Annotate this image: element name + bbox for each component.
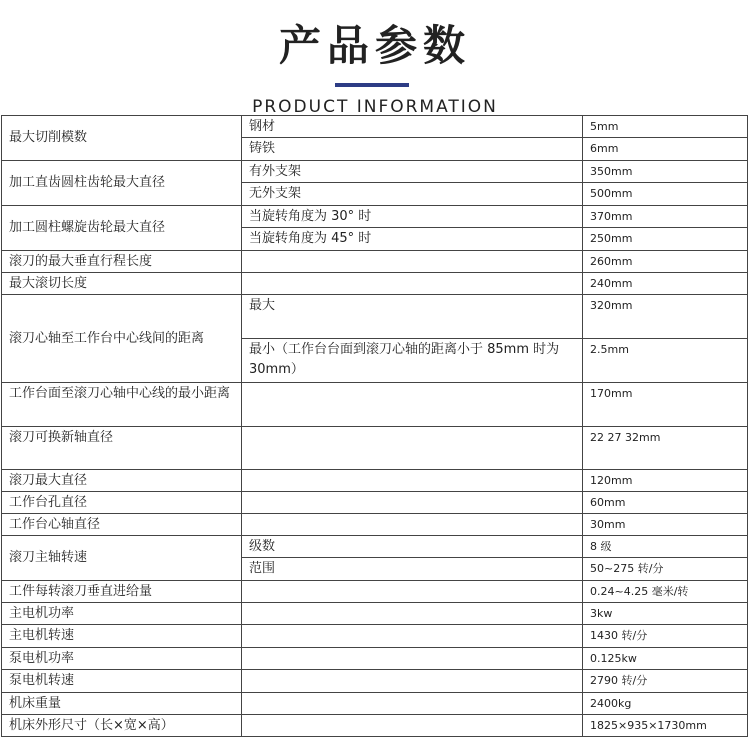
- value-cell: 260mm: [583, 251, 748, 273]
- value-cell: 22 27 32mm: [583, 427, 748, 470]
- condition-cell: [242, 492, 583, 514]
- spec-table: [1, 115, 748, 737]
- table-row: [2, 693, 748, 715]
- condition-cell: [242, 581, 583, 603]
- table-row: [2, 273, 748, 295]
- value-cell: 320mm: [583, 295, 748, 339]
- param-cell: 主电机转速: [2, 625, 242, 648]
- value-cell: 1430 转/分: [583, 625, 748, 648]
- value-cell: 0.24~4.25 毫米/转: [583, 581, 748, 603]
- table-row: [2, 295, 748, 339]
- condition-cell: [242, 670, 583, 693]
- value-cell: 2790 转/分: [583, 670, 748, 693]
- param-cell: 最大滚切长度: [2, 273, 242, 295]
- table-row: [2, 161, 748, 183]
- param-cell: 滚刀心轴至工作台中心线间的距离: [2, 295, 242, 383]
- param-cell: 最大切削模数: [2, 116, 242, 161]
- table-row: [2, 536, 748, 558]
- value-cell: 250mm: [583, 228, 748, 251]
- param-cell: 机床外形尺寸（长×宽×高）: [2, 715, 242, 737]
- condition-cell: [242, 383, 583, 427]
- condition-cell: 当旋转角度为 30° 时: [242, 206, 583, 228]
- param-cell: 滚刀可换新轴直径: [2, 427, 242, 470]
- param-cell: 泵电机转速: [2, 670, 242, 693]
- param-cell: 加工圆柱螺旋齿轮最大直径: [2, 206, 242, 251]
- table-row: [2, 251, 748, 273]
- condition-cell: 级数: [242, 536, 583, 558]
- table-row: [2, 603, 748, 625]
- param-cell: 滚刀主轴转速: [2, 536, 242, 581]
- value-cell: 8 级: [583, 536, 748, 558]
- value-cell: 3kw: [583, 603, 748, 625]
- param-cell: 工作台孔直径: [2, 492, 242, 514]
- table-row: [2, 206, 748, 228]
- condition-cell: 当旋转角度为 45° 时: [242, 228, 583, 251]
- condition-cell: [242, 514, 583, 536]
- condition-cell: 最小（工作台台面到滚刀心轴的距离小于 85mm 时为 30mm）: [242, 339, 583, 383]
- table-row: [2, 514, 748, 536]
- param-cell: 泵电机功率: [2, 648, 242, 670]
- condition-cell: [242, 625, 583, 648]
- condition-cell: 铸铁: [242, 138, 583, 161]
- table-row: [2, 625, 748, 648]
- param-cell: 工作台心轴直径: [2, 514, 242, 536]
- param-cell: 机床重量: [2, 693, 242, 715]
- table-row: [2, 470, 748, 492]
- param-cell: 加工直齿圆柱齿轮最大直径: [2, 161, 242, 206]
- value-cell: 2400kg: [583, 693, 748, 715]
- value-cell: 6mm: [583, 138, 748, 161]
- condition-cell: [242, 273, 583, 295]
- table-row: [2, 116, 748, 138]
- page-title: 产品参数: [278, 21, 471, 70]
- value-cell: 500mm: [583, 183, 748, 206]
- value-cell: 350mm: [583, 161, 748, 183]
- table-row: [2, 581, 748, 603]
- condition-cell: 无外支架: [242, 183, 583, 206]
- title-underline: [335, 83, 409, 87]
- value-cell: 60mm: [583, 492, 748, 514]
- table-row: [2, 648, 748, 670]
- value-cell: 30mm: [583, 514, 748, 536]
- param-cell: 滚刀的最大垂直行程长度: [2, 251, 242, 273]
- condition-cell: [242, 251, 583, 273]
- condition-cell: 钢材: [242, 116, 583, 138]
- param-cell: 工件每转滚刀垂直进给量: [2, 581, 242, 603]
- param-cell: 滚刀最大直径: [2, 470, 242, 492]
- param-cell: 主电机功率: [2, 603, 242, 625]
- condition-cell: 最大: [242, 295, 583, 339]
- condition-cell: [242, 648, 583, 670]
- param-cell: 工作台面至滚刀心轴中心线的最小距离: [2, 383, 242, 427]
- value-cell: 50~275 转/分: [583, 558, 748, 581]
- condition-cell: [242, 715, 583, 737]
- condition-cell: [242, 470, 583, 492]
- condition-cell: [242, 427, 583, 470]
- table-row: [2, 670, 748, 693]
- page-subtitle: PRODUCT INFORMATION: [252, 97, 498, 117]
- value-cell: 370mm: [583, 206, 748, 228]
- condition-cell: [242, 693, 583, 715]
- value-cell: 170mm: [583, 383, 748, 427]
- table-row: [2, 383, 748, 427]
- table-row: [2, 715, 748, 737]
- condition-cell: [242, 603, 583, 625]
- table-row: [2, 492, 748, 514]
- value-cell: 1825×935×1730mm: [583, 715, 748, 737]
- value-cell: 120mm: [583, 470, 748, 492]
- value-cell: 0.125kw: [583, 648, 748, 670]
- value-cell: 5mm: [583, 116, 748, 138]
- value-cell: 2.5mm: [583, 339, 748, 383]
- condition-cell: 范围: [242, 558, 583, 581]
- condition-cell: 有外支架: [242, 161, 583, 183]
- table-row: [2, 427, 748, 470]
- value-cell: 240mm: [583, 273, 748, 295]
